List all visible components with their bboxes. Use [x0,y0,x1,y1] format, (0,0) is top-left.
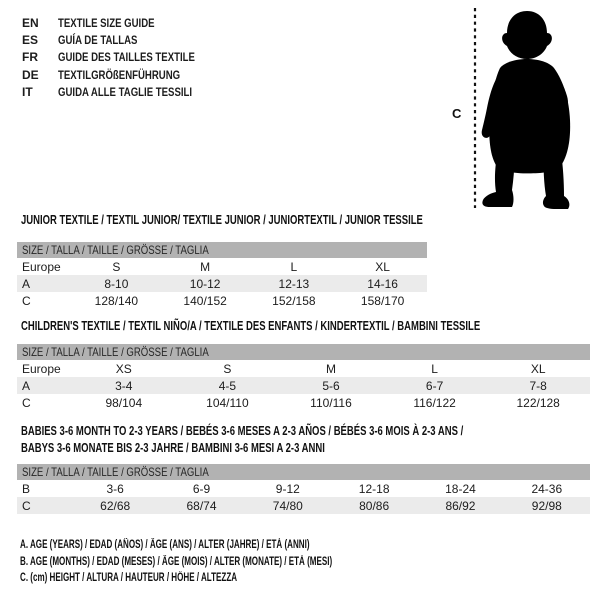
table-cell: 110/116 [310,395,352,410]
language-row [22,49,229,66]
table-title-text: BABIES 3-6 MONTH TO 2-3 YEARS / BEBÉS 3-6 MESES A 2-3 AÑOS / BÉBÉS 3-6 MOIS À 2-3 ANS / [21,424,464,438]
language-code: IT [22,85,33,100]
table-cell: 62/68 [100,498,131,513]
babies-table-title [21,423,600,456]
table-title-text: JUNIOR TEXTILE / TEXTIL JUNIOR/ TEXTILE JUNIOR / JUNIORTEXTIL / JUNIOR TESSILE [21,213,423,227]
table-cell: 158/170 [360,293,405,308]
language-row [22,66,229,83]
table-cell: XS [115,361,132,376]
table-row [17,394,590,411]
table-cell: 86/92 [445,498,476,513]
legend-line [20,570,466,587]
table-cell: 128/140 [94,293,139,308]
table-header-bar [17,464,590,480]
table-header-bar [17,344,590,360]
table-row [17,275,427,292]
children-table-title [21,318,600,335]
table-cell: L [290,259,298,274]
table-header-bar [17,242,427,258]
legend-line [20,537,466,554]
table-cell: 3-6 [106,481,124,496]
table-cell: L [431,361,438,376]
table-title-text: BABYS 3-6 MONATE BIS 2-3 JAHRE / BAMBINI 3-6 MESI A 2-3 ANNI [21,440,325,455]
legend-text: B. AGE (MONTHS) / EDAD (MESES) / ÂGE (MOIS) / ALTER (MONATE) / ETÀ (MESI) [20,555,333,568]
table-cell: 104/110 [206,395,249,410]
row-label: A [22,378,31,393]
table-header-label: SIZE / TALLA / TAILLE / GRÖSSE / TAGLIA [22,345,209,359]
table-row [17,292,427,309]
table-cell: 4-5 [218,378,237,393]
table-cell: 92/98 [531,498,562,513]
table-cell: 5-6 [322,378,340,393]
table-header-label: SIZE / TALLA / TAILLE / GRÖSSE / TAGLIA [22,465,209,479]
language-list [22,14,229,101]
table-cell: 9-12 [275,481,300,496]
row-label: C [22,293,31,308]
row-label: Europe [22,361,61,376]
table-cell: 74/80 [272,498,303,513]
row-label: C [22,498,31,513]
table-cell: 12-18 [358,481,390,496]
table-cell: 7-8 [529,378,547,393]
table-row [17,480,590,497]
table-cell: 3-4 [115,378,133,393]
row-label: B [22,481,31,496]
baby-silhouette-figure [440,0,600,220]
language-label: TEXTILGRÖßENFÜHRUNG [58,67,181,82]
table-cell: S [223,361,232,376]
table-title-line [21,423,600,440]
babies-size-table [17,464,590,514]
table-cell: M [325,361,336,376]
table-cell: 116/122 [413,395,456,410]
table-row [17,360,590,377]
table-cell: XL [375,259,390,274]
table-cell: 8-10 [104,276,129,291]
table-cell: XL [530,361,546,376]
language-code: ES [22,33,39,48]
table-cell: 6-9 [192,481,211,496]
table-cell: 12-13 [278,276,310,291]
language-row [22,84,229,101]
table-cell: 122/128 [516,395,560,410]
table-cell: S [112,259,121,274]
table-row [17,377,590,394]
table-cell: 140/152 [183,293,227,308]
table-cell: 18-24 [445,481,476,496]
baby-silhouette [482,11,570,209]
row-label: Europe [22,259,61,274]
language-row [22,14,229,31]
table-title-line [21,440,600,457]
junior-size-table [17,242,427,309]
legend-line [20,554,466,571]
row-label: C [22,395,31,410]
language-code: DE [22,67,39,82]
table-cell: 24-36 [531,481,563,496]
language-label: GUIDE DES TAILLES TEXTILE [58,50,195,65]
measure-legend [20,537,466,587]
table-cell: 14-16 [367,276,398,291]
language-label: GUIDA ALLE TAGLIE TESSILI [58,85,193,100]
language-label: TEXTILE SIZE GUIDE [58,15,155,30]
table-cell: 98/104 [105,395,143,410]
table-cell: 152/158 [272,293,316,308]
table-title-text: CHILDREN'S TEXTILE / TEXTIL NIÑO/A / TEXTILE DES ENFANTS / KINDERTEXTIL / BAMBINI TESSILE [21,319,481,333]
table-cell: 80/86 [359,498,390,513]
table-row [17,258,427,275]
children-size-table [17,344,590,411]
table-title-line [21,212,550,229]
table-header-label: SIZE / TALLA / TAILLE / GRÖSSE / TAGLIA [22,243,209,257]
legend-text: C. (cm) HEIGHT / ALTURA / HAUTEUR / HÖHE / ALTEZZA [20,572,238,585]
language-code: FR [22,50,38,65]
table-cell: M [200,259,211,274]
language-label: GUÍA DE TALLAS [58,33,138,48]
language-row [22,31,229,48]
table-cell: 68/74 [186,498,217,513]
table-title-line [21,318,600,335]
language-code: EN [22,15,39,30]
height-measure-label: C [452,106,462,121]
legend-text: A. AGE (YEARS) / EDAD (AÑOS) / ÂGE (ANS) / ALTER (JAHRE) / ETÀ (ANNI) [20,539,310,552]
table-row [17,497,590,514]
table-cell: 10-12 [189,276,221,291]
table-cell: 6-7 [425,378,444,393]
junior-table-title [21,212,550,229]
row-label: A [22,276,31,291]
